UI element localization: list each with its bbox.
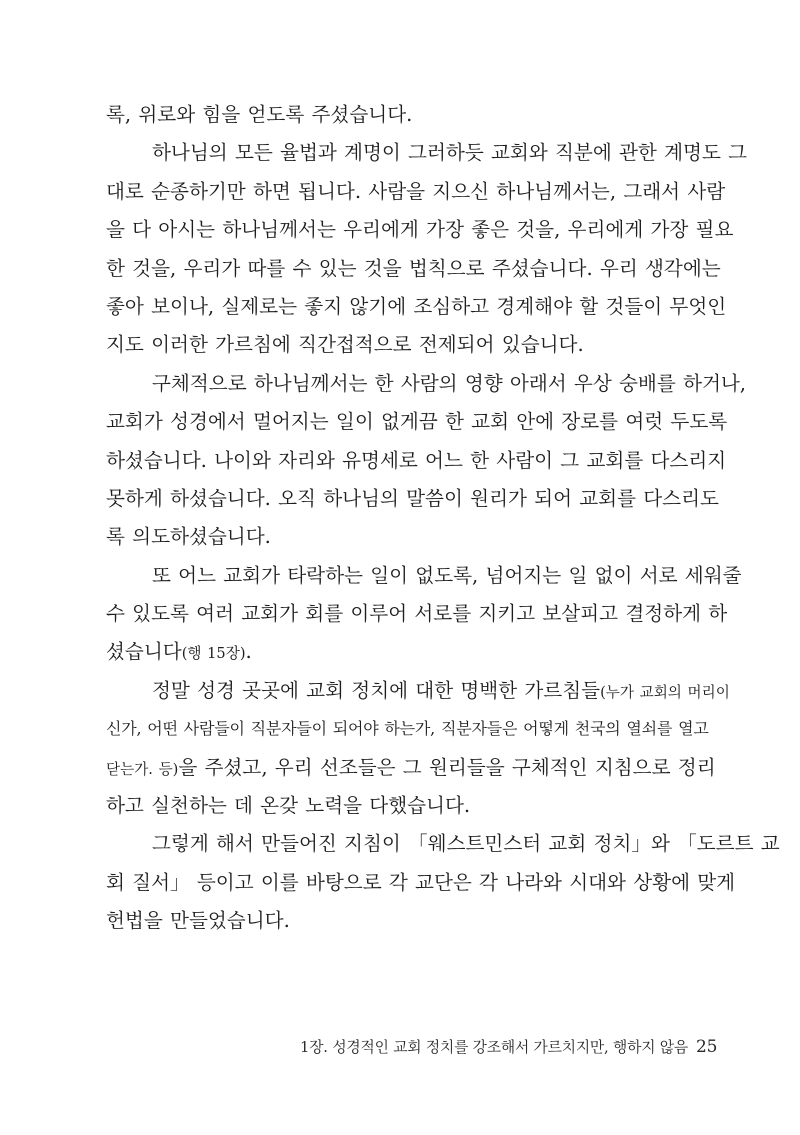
inline-note: (누가 교회의 머리이 <box>600 683 730 701</box>
text-line: 을 다 아시는 하나님께서는 우리에게 가장 좋은 것을, 우리에게 가장 필요 <box>106 218 734 242</box>
body-text <box>106 96 780 941</box>
text-line: 대로 순종하기만 하면 됩니다. 사람을 지으신 하나님께서는, 그래서 사람 <box>106 179 726 203</box>
text-main: 정말 성경 곳곳에 교회 정치에 대한 명백한 가르침들 <box>152 678 601 702</box>
text-line: 못하게 하셨습니다. 오직 하나님의 말씀이 원리가 되어 교회를 다스리도 <box>106 486 719 510</box>
text-line: 록 의도하셨습니다. <box>106 525 271 549</box>
page-number: 25 <box>696 1037 718 1057</box>
note-line: 신가, 어떤 사람들이 직분자들이 되어야 하는가, 직분자들은 어떻게 천국의 열쇠를 열고 <box>106 719 709 739</box>
text-line: 구체적으로 하나님께서는 한 사람의 영향 아래서 우상 숭배를 하거나, <box>152 371 747 395</box>
bible-reference: (행 15장) <box>181 645 246 663</box>
text-line <box>106 672 730 710</box>
text-line: 하셨습니다. 나이와 자리와 유명세로 어느 한 사람이 그 교회를 다스리지 <box>106 448 727 472</box>
text-line: 교회가 성경에서 멀어지는 일이 없게끔 한 교회 안에 장로를 여럿 두도록 <box>106 410 728 434</box>
text-line: 그렇게 해서 만들어진 지침이 「웨스트민스터 교회 정치」와 「도르트 교 <box>152 832 780 856</box>
text-main: 셨습니다 <box>106 640 182 664</box>
text-line: 헌법을 만들었습니다. <box>106 909 290 933</box>
inline-note: 닫는가. 등) <box>106 760 179 778</box>
text-line: 한 것을, 우리가 따를 수 있는 것을 법칙으로 주셨습니다. 우리 생각에는 <box>106 256 721 280</box>
text-end: . <box>245 640 252 664</box>
text-line <box>106 749 716 787</box>
text-line: 지도 이러한 가르침에 직간접적으로 전제되어 있습니다. <box>106 333 584 357</box>
page-footer <box>300 1036 718 1057</box>
text-line: 좋아 보이나, 실제로는 좋지 않기에 조심하고 경계해야 할 것들이 무엇인 <box>106 294 727 318</box>
text-line: 또 어느 교회가 타락하는 일이 없도록, 넘어지는 일 없이 서로 세워줄 <box>152 563 742 587</box>
text-line: 하나님의 모든 율법과 계명이 그러하듯 교회와 직분에 관한 계명도 그 <box>152 141 748 165</box>
running-title: 1장. 성경적인 교회 정치를 강조해서 가르치지만, 행하지 않음 <box>300 1039 688 1056</box>
text-line: 수 있도록 여러 교회가 회를 이루어 서로를 지키고 보살피고 결정하게 하 <box>106 602 728 626</box>
text-line: 하고 실천하는 데 온갖 노력을 다했습니다. <box>106 794 471 818</box>
text-main: 을 주셨고, 우리 선조들은 그 원리들을 구체적인 지침으로 정리 <box>178 755 716 779</box>
text-line <box>106 633 696 671</box>
text-line: 회 질서」 등이고 이를 바탕으로 각 교단은 각 나라와 시대와 상황에 맞게 <box>106 870 736 894</box>
text-line: 록, 위로와 힘을 얻도록 주셨습니다. <box>106 103 413 126</box>
